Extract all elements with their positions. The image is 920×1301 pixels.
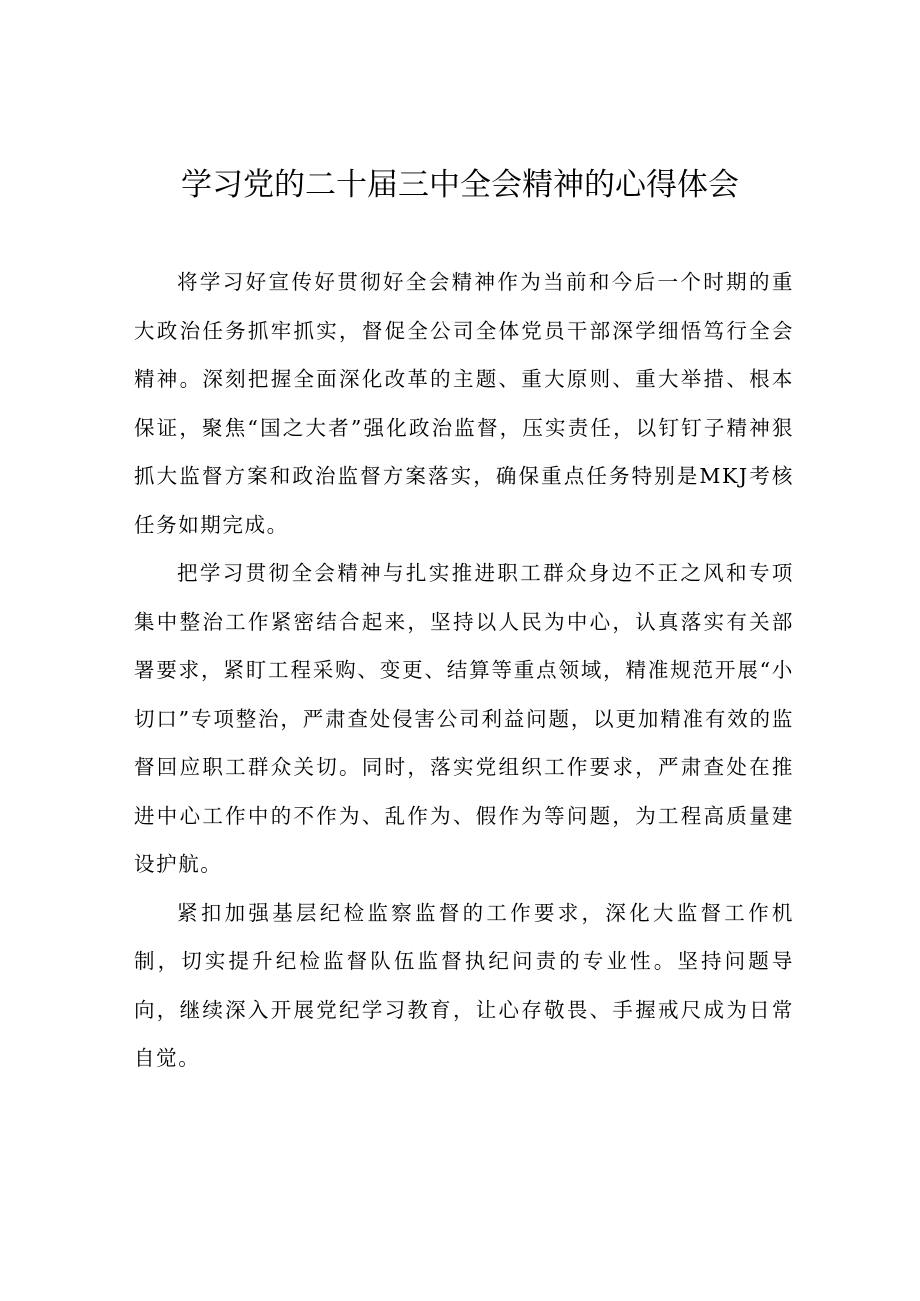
paragraph-2: 把学习贯彻全会精神与扎实推进职工群众身边不正之风和专项集中整治工作紧密结合起来，坚持以人民为中心，认真落实有关部署要求，紧盯工程采购、变更、结算等重点领域，精准规范开展“小切口”专项整治，严肃查处侵害公司利益问题，以更加精准有效的监督回应职工群众关切。同时，落实党组织工作要求，严肃查处在推进中心工作中的不作为、乱作为、假作为等问题，为工程高质量建设护航。 [134, 561, 794, 876]
paragraph-1: 将学习好宣传好贯彻好全会精神作为当前和今后一个时期的重大政治任务抓牢抓实，督促全公司全体党员干部深学细悟笃行全会精神。深刻把握全面深化改革的主题、重大原则、重大举措、根本保证，聚焦“国之大者”强化政治监督，压实责任，以钉钉子精神狠抓大监督方案和政治监督方案落实，确保重点任务特别是MKJ考核任务如期完成。 [134, 270, 794, 537]
page-title: 学习党的二十届三中全会精神的心得体会 [181, 167, 739, 203]
paragraph-3: 紧扣加强基层纪检监察监督的工作要求，深化大监督工作机制，切实提升纪检监督队伍监督执纪问责的专业性。坚持问题导向，继续深入开展党纪学习教育，让心存敬畏、手握戒尺成为日常自觉。 [134, 900, 794, 1070]
document-body [134, 258, 794, 1083]
